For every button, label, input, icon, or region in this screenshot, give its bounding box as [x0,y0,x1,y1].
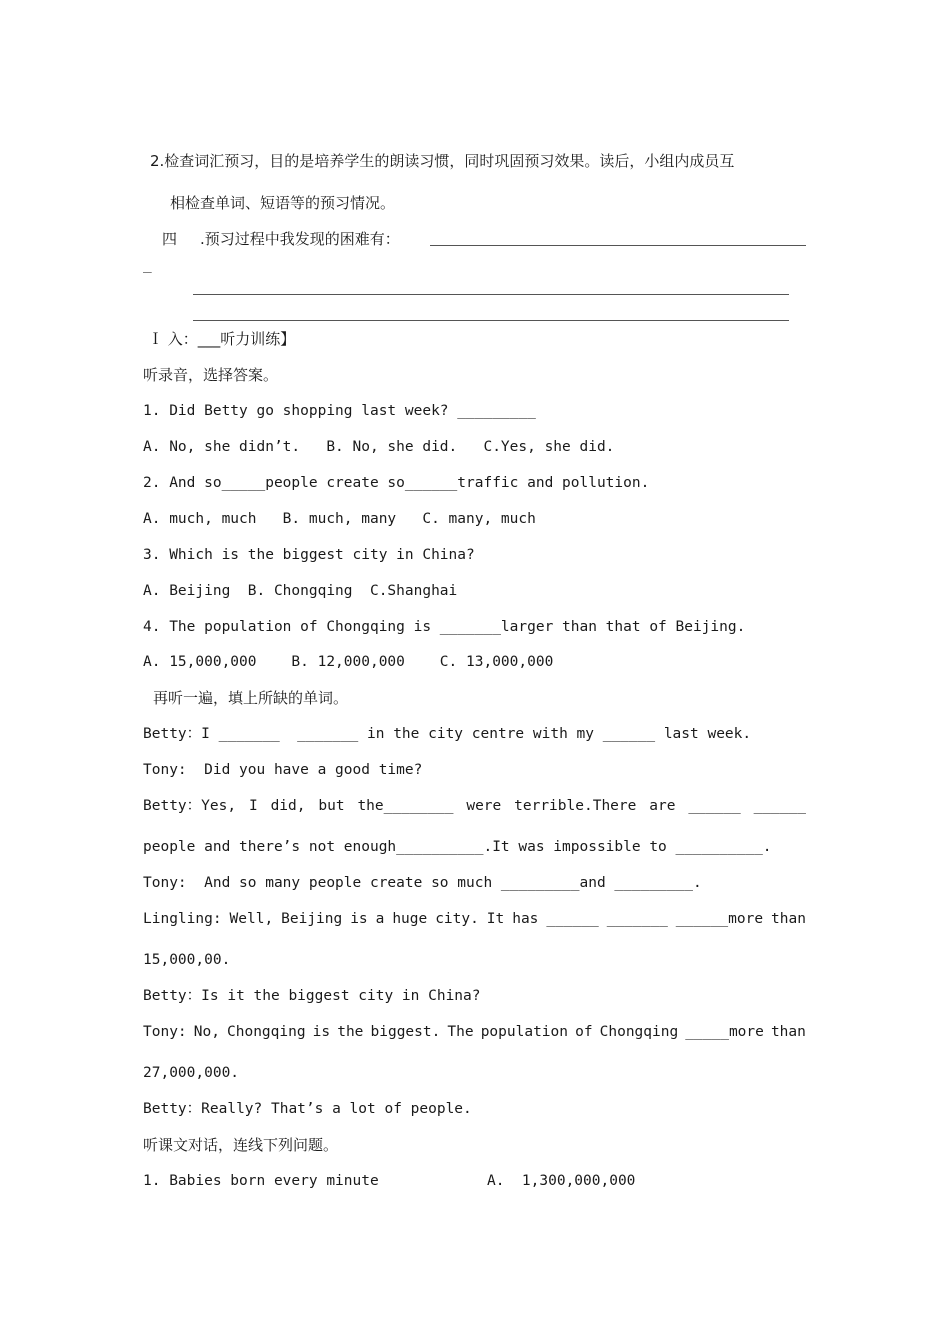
intro-item2-line2: 相检查单词、短语等的预习情况。 [170,194,396,212]
answer-blank-line [193,294,789,295]
dialogue-line [143,1023,806,1041]
section4-number: 四 [162,230,178,248]
word: ______ [546,911,599,927]
listening-header: Ｉ 入：___听力训练】 [148,330,296,348]
question-4-options: A. 15,000,000 B. 12,000,000 C. 13,000,000 [143,654,554,670]
word: biggest. [370,1024,441,1040]
question-3-options: A. Beijing B. Chongqing C.Shanghai [143,583,458,599]
dialogue-line: people and there’s not enough__________.It was impossible to __________. [143,839,772,855]
word: Beijing [281,911,343,927]
word: Chongqing [599,1024,679,1040]
question-2: 2. And so_____people create so______traffic and pollution. [143,475,650,491]
question-3: 3. Which is the biggest city in China? [143,547,475,563]
word: are [649,798,676,814]
answer-blank-line [193,320,789,321]
word: ______ [753,798,806,814]
word: No, [193,1024,220,1040]
word: the________ [357,798,454,814]
word: The [447,1024,474,1040]
word: terrible.There [514,798,637,814]
dialogue-line [143,910,806,928]
part3-instruction: 听课文对话，连线下列问题。 [143,1136,339,1154]
word: is [350,911,368,927]
dialogue-line [143,797,806,815]
word: Lingling: [143,911,222,927]
word: population [480,1024,569,1040]
word: It [486,911,505,927]
word: I [248,798,258,814]
dialogue-line: Betty：Is it the biggest city in China? [143,988,481,1004]
intro-item2-line1: 2.检查词汇预习，目的是培养学生的朗读习惯，同时巩固预习效果。读后，小组内成员互 [150,152,735,170]
dialogue-line: Tony: And so many people create so much _________and _________. [143,875,702,891]
word: Tony: [143,1024,187,1040]
question-2-options: A. much, much B. much, many C. many, much [143,511,536,527]
word: of [575,1024,593,1040]
word: _____more [685,1024,764,1040]
word: a [375,911,385,927]
word: Chongqing [227,1024,306,1040]
word: the [337,1024,364,1040]
word: huge [392,911,428,927]
question-4: 4. The population of Chongqing is _______larger than that of Beijing. [143,619,746,635]
dialogue-line: Betty：I _______ _______ in the city centre with my ______ last week. [143,726,752,742]
word: than [770,1024,806,1040]
part2-instruction: 再听一遍，填上所缺的单词。 [153,689,349,707]
dialogue-line: Betty：Really? That’s a lot of people. [143,1101,472,1117]
dash-mark: _ [143,257,152,273]
word: ______ [688,798,741,814]
section4-text: .预习过程中我发现的困难有： [200,230,400,248]
part1-instruction: 听录音，选择答案。 [143,366,279,384]
word: has [512,911,539,927]
dialogue-line: 15,000,00. [143,952,231,968]
word: but [318,798,345,814]
answer-blank-line [430,245,806,246]
word: city. [435,911,479,927]
match-item-left: 1. Babies born every minute [143,1173,379,1189]
question-1-options: A. No, she didn’t. B. No, she did. C.Yes, she did. [143,439,615,455]
dialogue-line: Tony: Did you have a good time? [143,762,423,778]
question-1: 1. Did Betty go shopping last week? _________ [143,403,536,419]
word: were [466,798,502,814]
word: _______ [606,911,668,927]
word: ______more [675,911,764,927]
dialogue-line: 27,000,000. [143,1065,240,1081]
word: is [312,1024,331,1040]
word: than [771,911,806,927]
word: Well, [229,911,274,927]
word: Betty：Yes, [143,798,237,814]
word: did, [270,798,306,814]
match-item-right: A. 1,300,000,000 [487,1173,636,1189]
